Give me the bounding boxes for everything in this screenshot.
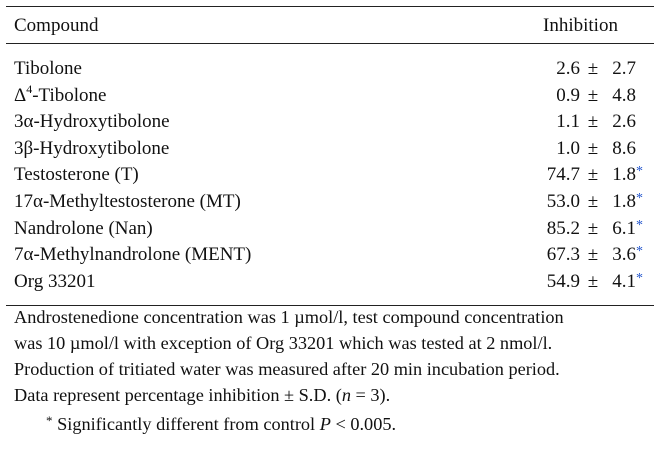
significance-asterisk: *: [636, 217, 643, 233]
footnote-n: n: [341, 385, 351, 405]
footnote-text: Data represent percentage inhibition ± S.D. (: [14, 385, 342, 405]
inhibition-value: [532, 244, 646, 266]
table-row: [6, 164, 654, 191]
significance-asterisk: *: [636, 244, 643, 260]
compound-name-superscript: 4: [26, 81, 33, 96]
footnote-line: Androstenedione concentration was 1 µmol/l, test compound concentration: [14, 307, 564, 327]
significance-asterisk: *: [636, 164, 643, 180]
inhibition-mean: 53.0: [546, 190, 580, 212]
inhibition-sd: 8.6: [612, 137, 636, 159]
inhibition-mean: 67.3: [546, 244, 580, 266]
table-header-row: [6, 7, 654, 43]
significance-asterisk: *: [636, 190, 643, 206]
compound-name-prefix: Δ: [14, 84, 27, 106]
compound-name: Testosterone (T): [14, 164, 139, 186]
compound-name: Tibolone: [14, 58, 82, 79]
footnote-text: = 3).: [350, 385, 391, 405]
inhibition-sd: 1.8: [612, 190, 636, 212]
table-row: [6, 81, 654, 112]
significance-note-text: Significantly different from control: [52, 414, 320, 434]
inhibition-sd: 6.1: [612, 217, 636, 239]
table-row: [6, 58, 654, 85]
inhibition-mean: 1.1: [556, 111, 580, 133]
plus-minus: ±: [587, 164, 599, 186]
significance-note-threshold: < 0.005.: [330, 414, 397, 434]
inhibition-mean: 54.9: [546, 270, 580, 292]
inhibition-value: [532, 191, 646, 213]
compound-name: [14, 81, 107, 107]
compound-name: 7α-Methylnandrolone (MENT): [14, 244, 252, 266]
inhibition-value: [532, 111, 646, 133]
plus-minus: ±: [587, 111, 599, 133]
inhibition-sd: 4.8: [612, 84, 636, 106]
inhibition-sd: 4.1: [612, 270, 636, 292]
inhibition-value: [532, 138, 646, 160]
header-compound: Compound: [14, 15, 99, 36]
compound-name: Org 33201: [14, 270, 96, 292]
significance-note-p: P: [319, 414, 331, 434]
plus-minus: ±: [587, 244, 599, 266]
table-footnote: [6, 304, 654, 437]
compound-name: 17α-Methyltestosterone (MT): [14, 190, 241, 212]
inhibition-mean: 2.6: [556, 58, 580, 79]
footnote-line: Production of tritiated water was measured after 20 min incubation period.: [14, 359, 560, 379]
inhibition-sd: 2.7: [612, 58, 636, 79]
inhibition-mean: 1.0: [556, 137, 580, 159]
inhibition-value: [532, 85, 646, 107]
plus-minus: ±: [587, 270, 599, 292]
inhibition-mean: 0.9: [556, 84, 580, 106]
inhibition-table: [6, 6, 654, 306]
plus-minus: ±: [587, 217, 599, 239]
inhibition-mean: 74.7: [546, 164, 580, 186]
inhibition-value: [532, 271, 646, 293]
inhibition-sd: 3.6: [612, 244, 636, 266]
inhibition-mean: 85.2: [546, 217, 580, 239]
compound-name-suffix: -Tibolone: [32, 84, 107, 106]
inhibition-sd: 2.6: [612, 111, 636, 133]
plus-minus: ±: [587, 84, 599, 106]
inhibition-value: [532, 58, 646, 80]
table-row: [6, 218, 654, 245]
plus-minus: ±: [587, 58, 599, 79]
plus-minus: ±: [587, 190, 599, 212]
table-body: [6, 44, 654, 305]
inhibition-sd: 1.8: [612, 164, 636, 186]
inhibition-value: [532, 164, 646, 186]
compound-name: 3α-Hydroxytibolone: [14, 111, 170, 133]
compound-name: Nandrolone (Nan): [14, 217, 153, 239]
significance-note-asterisk: *: [46, 413, 53, 428]
footnote-line: was 10 µmol/l with exception of Org 33201 which was tested at 2 nmol/l.: [14, 333, 553, 353]
significance-asterisk: *: [636, 270, 643, 286]
compound-name: 3β-Hydroxytibolone: [14, 137, 170, 159]
significance-note: [14, 408, 654, 437]
table-row: [6, 138, 654, 165]
header-inhibition: Inhibition: [543, 15, 618, 36]
table-row: [6, 271, 654, 298]
footnote-line: [14, 382, 654, 408]
table-row: [6, 111, 654, 138]
table-row: [6, 244, 654, 271]
inhibition-value: [532, 218, 646, 240]
plus-minus: ±: [587, 137, 599, 159]
table-row: [6, 191, 654, 218]
